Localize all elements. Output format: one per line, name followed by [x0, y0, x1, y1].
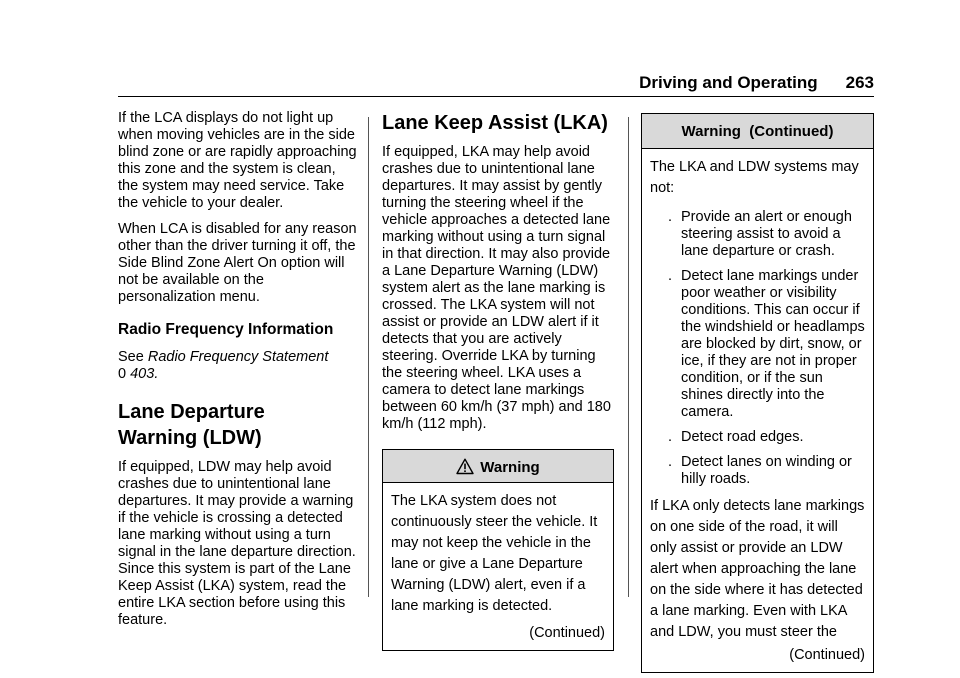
header-rule	[118, 96, 874, 97]
warning-intro: The LKA and LDW systems may not:	[650, 159, 859, 196]
list-item: . Detect lane markings under poor weather or visibility conditions. This can occur if the windshield or headlamps are blocked by dirt, snow, or ice, if they are not in proper condition, or if the sun shines directly into the camera.	[668, 268, 865, 420]
ldw-heading-line2: Warning (LDW)	[118, 427, 262, 449]
lka-heading: Lane Keep Assist (LKA)	[382, 112, 608, 134]
column-divider-left	[368, 117, 369, 597]
column-1	[118, 110, 358, 638]
bullet-mark: .	[668, 454, 673, 470]
page-ref-glyph: 0	[118, 366, 127, 382]
ldw-paragraph: If equipped, LDW may help avoid crashes due to unintentional lane departures. It may provide a warning if the vehicle is crossing a detected lane marking without using a turn signal in the lane departure direction. Since this system is part of the Lane Keep Assist (LKA) system, read the entire LKA section before using this feature.	[118, 459, 356, 628]
column-divider-right	[628, 117, 629, 597]
radio-page-link[interactable]: 403	[130, 366, 155, 382]
warning-continued-header: Warning (Continued)	[642, 114, 873, 149]
warning-text: The LKA system does not continuously steer the vehicle. It may not keep the vehicle in the lane or give a Lane Departure Warning (LDW) alert, even if a lane marking is detected.	[391, 493, 598, 614]
column-3	[641, 113, 874, 673]
continued-label-right: (Continued)	[789, 647, 865, 663]
bullet-mark: .	[668, 268, 673, 284]
lka-one-side-paragraph: If LKA only detects lane markings on one side of the road, it will only assist or provide an LDW alert when approaching the lane on the side where it has detected a lane marking. Even with LKA and LDW, you must steer the	[650, 498, 865, 640]
list-item: . Provide an alert or enough steering assist to avoid a lane departure or crash.	[668, 209, 852, 259]
warning-box-header	[383, 450, 613, 483]
list-item: . Detect lanes on winding or hilly roads.	[668, 454, 852, 487]
lca-service-paragraph: If the LCA displays do not light up when moving vehicles are in the side blind zone or are rapidly approaching this zone and the system is clean, the system may need service. Take the vehicle to your dealer.	[118, 110, 357, 211]
see-label: See	[118, 349, 144, 365]
radio-frequency-reference: See Radio Frequency Statement 0 403.	[118, 349, 329, 382]
bullet-mark: .	[668, 209, 673, 225]
lka-paragraph: If equipped, LKA may help avoid crashes due to unintentional lane departures. It may assist by gently turning the steering wheel if the vehicle approaches a detected lane marking without using a turn signal in that direction. It may also provide a Lane Departure Warning (LDW) system alert as the lane marking is crossed. The LKA system will not assist or provide an LDW alert if it detects that you are actively steering. Override LKA by turning the steering wheel. LKA uses a camera to detect lane markings between 60 km/h (37 mph) and 180 km/h (112 mph).	[382, 144, 611, 432]
warning-continued-box	[641, 113, 874, 673]
column-2	[382, 110, 614, 651]
list-item: . Detect road edges.	[668, 429, 804, 445]
bullet-list	[650, 209, 865, 488]
continued-label: (Continued)	[529, 625, 605, 641]
warning-triangle-icon	[456, 458, 474, 475]
page-header	[639, 73, 874, 93]
ldw-heading	[118, 399, 358, 451]
warning-box	[382, 449, 614, 651]
page-number: 263	[845, 73, 874, 92]
warning-continued-body	[642, 149, 873, 672]
section-title: Driving and Operating	[639, 73, 818, 92]
radio-reference-link[interactable]: Radio Frequency Statement	[147, 349, 329, 365]
radio-frequency-heading: Radio Frequency Information	[118, 321, 334, 338]
warning-title: Warning	[480, 459, 540, 476]
warning-box-body	[383, 483, 613, 650]
lca-disabled-paragraph: When LCA is disabled for any reason other than the driver turning it off, the Side Blind Zone Alert On option will not be available on the personalization menu.	[118, 221, 357, 305]
bullet-mark: .	[668, 429, 673, 445]
ldw-heading-line1: Lane Departure	[118, 401, 265, 423]
